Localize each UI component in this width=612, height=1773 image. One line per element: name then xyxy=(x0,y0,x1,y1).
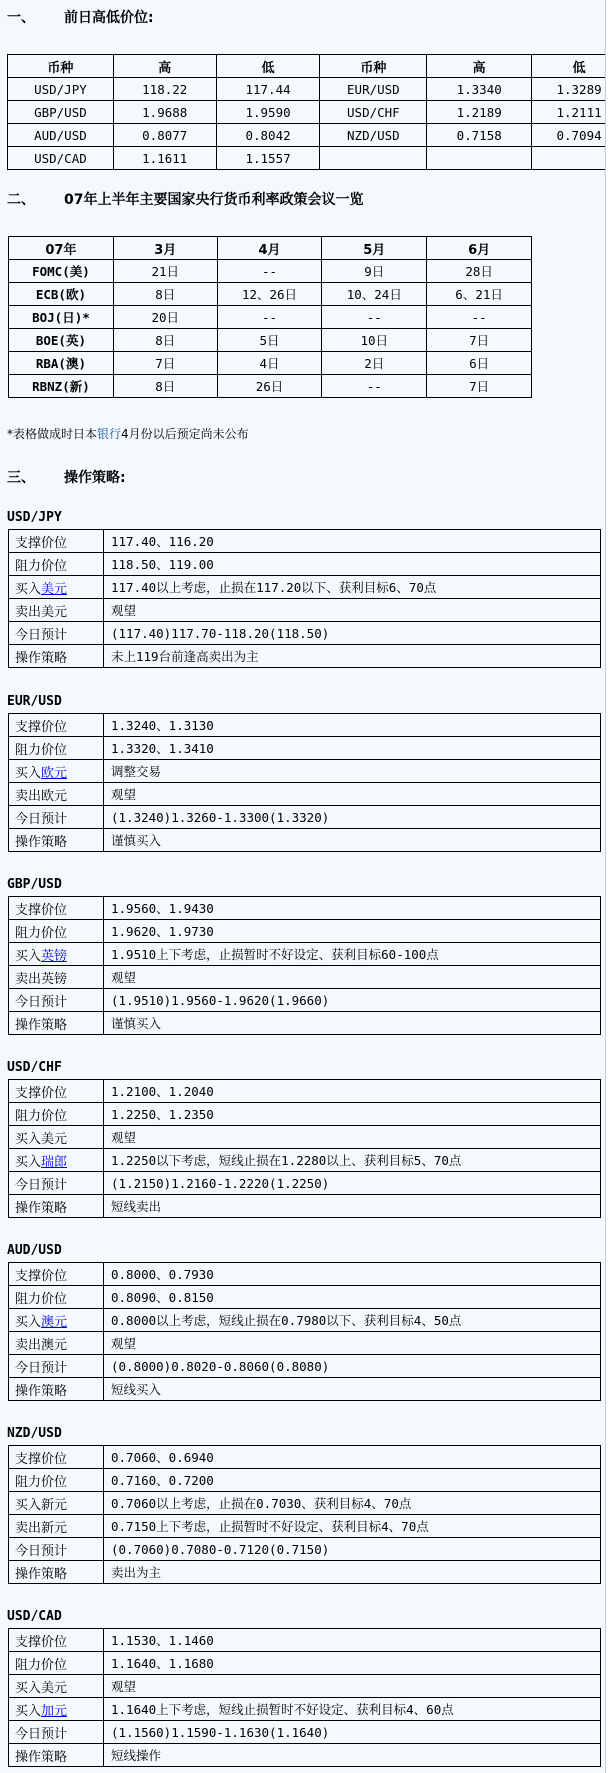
table-cell: -- xyxy=(217,260,322,283)
header-cell: 07年 xyxy=(9,237,114,260)
row-label xyxy=(9,1332,104,1355)
row-value: 观望 xyxy=(104,1126,601,1149)
table-row xyxy=(9,1446,601,1469)
row-label xyxy=(9,1492,104,1515)
table-row xyxy=(9,1744,601,1767)
table-row xyxy=(8,124,607,147)
table-cell: 1.9688 xyxy=(113,101,216,124)
table-row xyxy=(9,576,601,599)
section-title: 前日高低价位: xyxy=(64,10,154,26)
row-value: 1.2250、1.2350 xyxy=(104,1103,601,1126)
row-label-text: 买入 xyxy=(15,1154,42,1170)
table-header-row xyxy=(8,55,607,78)
table-cell: 10日 xyxy=(322,329,427,352)
section-number: 一、 xyxy=(7,10,35,26)
table-row xyxy=(9,1126,601,1149)
table-cell: 8日 xyxy=(113,329,217,352)
table-cell: 8日 xyxy=(113,283,217,306)
table-cell: 8日 xyxy=(113,375,217,398)
currency-pair-label: USD/JPY xyxy=(7,510,62,525)
table-row xyxy=(9,530,601,553)
row-value: 观望 xyxy=(104,1332,601,1355)
table-row xyxy=(9,897,601,920)
row-label-text: 操作策略 xyxy=(15,1749,68,1765)
table-row xyxy=(9,306,532,329)
table-cell: 0.7158 xyxy=(427,124,532,147)
table-cell: 5日 xyxy=(217,329,322,352)
table-cell: 2日 xyxy=(322,352,427,375)
row-label xyxy=(9,1675,104,1698)
currency-pair-label: NZD/USD xyxy=(7,1426,62,1441)
table-header-row xyxy=(9,237,532,260)
table-row xyxy=(9,1538,601,1561)
row-label-text: 阻力价位 xyxy=(15,558,68,574)
table-row xyxy=(9,1469,601,1492)
row-label-text: 今日预计 xyxy=(15,994,68,1010)
row-label xyxy=(9,622,104,645)
table-cell: 1.3289 xyxy=(532,78,606,101)
row-label-text: 买入新元 xyxy=(15,1497,68,1513)
row-label-text: 买入 xyxy=(15,1314,42,1330)
table-row xyxy=(9,352,532,375)
row-value: (0.8000)0.8020-0.8060(0.8080) xyxy=(104,1355,601,1378)
row-label xyxy=(9,966,104,989)
table-row xyxy=(9,1103,601,1126)
table-cell: 7日 xyxy=(427,375,532,398)
table-row xyxy=(9,1652,601,1675)
table-row xyxy=(9,1721,601,1744)
section-heading-1 xyxy=(7,10,154,26)
row-label xyxy=(9,1309,104,1332)
row-label-text: 卖出新元 xyxy=(15,1520,68,1536)
section-number: 三、 xyxy=(7,470,35,486)
footnote-text: *表格做成时日本 xyxy=(7,427,98,441)
row-label xyxy=(9,576,104,599)
table-row xyxy=(9,622,601,645)
table-cell: 4日 xyxy=(217,352,322,375)
row-label xyxy=(9,1012,104,1035)
table-row xyxy=(9,260,532,283)
row-value: 0.7060以上考虑，止损在0.7030、获利目标4、70点 xyxy=(104,1492,601,1515)
row-header-cell: BOE(英) xyxy=(9,329,114,352)
row-label xyxy=(9,1561,104,1584)
row-label-text: 支撑价位 xyxy=(15,535,68,551)
currency-link[interactable]: 英镑 xyxy=(41,948,68,964)
row-label-text: 支撑价位 xyxy=(15,902,68,918)
row-value: 观望 xyxy=(104,599,601,622)
row-label-text: 阻力价位 xyxy=(15,742,68,758)
row-label-text: 买入 xyxy=(15,1703,42,1719)
row-value: 0.7060、0.6940 xyxy=(104,1446,601,1469)
row-label xyxy=(9,645,104,668)
row-label xyxy=(9,1103,104,1126)
table-cell: 6、21日 xyxy=(427,283,532,306)
table-row xyxy=(9,329,532,352)
row-value: (1.2150)1.2160-1.2220(1.2250) xyxy=(104,1172,601,1195)
table-row xyxy=(9,599,601,622)
row-label-text: 买入 xyxy=(15,765,42,781)
table-row xyxy=(9,1515,601,1538)
table-cell: 0.8042 xyxy=(216,124,320,147)
row-value: (1.1560)1.1590-1.1630(1.1640) xyxy=(104,1721,601,1744)
row-header-cell: RBA(澳) xyxy=(9,352,114,375)
strategy-table xyxy=(8,1262,601,1401)
row-value: 观望 xyxy=(104,1675,601,1698)
table-cell xyxy=(532,147,606,170)
row-label xyxy=(9,920,104,943)
row-label xyxy=(9,1538,104,1561)
table-footnote xyxy=(7,425,249,442)
row-label-text: 买入美元 xyxy=(15,1680,68,1696)
table-cell: -- xyxy=(427,306,532,329)
currency-pair-label: GBP/USD xyxy=(7,877,62,892)
row-label-text: 操作策略 xyxy=(15,834,68,850)
row-label-text: 今日预计 xyxy=(15,1360,68,1376)
row-label xyxy=(9,714,104,737)
row-label-text: 操作策略 xyxy=(15,1200,68,1216)
row-label-text: 卖出欧元 xyxy=(15,788,68,804)
row-label xyxy=(9,1126,104,1149)
row-value: 观望 xyxy=(104,966,601,989)
row-label-text: 支撑价位 xyxy=(15,1085,68,1101)
table-row xyxy=(9,1629,601,1652)
table-cell: 0.7094 xyxy=(532,124,606,147)
row-label-text: 阻力价位 xyxy=(15,1657,68,1673)
table-cell xyxy=(320,147,427,170)
row-label xyxy=(9,599,104,622)
table-row xyxy=(9,1149,601,1172)
row-label-text: 支撑价位 xyxy=(15,1451,68,1467)
row-label xyxy=(9,989,104,1012)
header-cell: 4月 xyxy=(217,237,322,260)
header-cell: 低 xyxy=(216,55,320,78)
table-row xyxy=(9,1172,601,1195)
row-value: (0.7060)0.7080-0.7120(0.7150) xyxy=(104,1538,601,1561)
section-number: 二、 xyxy=(7,192,35,208)
row-label xyxy=(9,1286,104,1309)
table-cell: 10、24日 xyxy=(322,283,427,306)
row-label-text: 卖出澳元 xyxy=(15,1337,68,1353)
row-header-cell: BOJ(日)* xyxy=(9,306,114,329)
table-row xyxy=(9,1309,601,1332)
row-label-text: 卖出英镑 xyxy=(15,971,68,987)
currency-link[interactable]: 美元 xyxy=(41,581,68,597)
row-value: 谨慎买入 xyxy=(104,829,601,852)
row-label xyxy=(9,1378,104,1401)
table-row xyxy=(9,1698,601,1721)
row-label-text: 支撑价位 xyxy=(15,1634,68,1650)
row-header-cell: FOMC(美) xyxy=(9,260,114,283)
table-row xyxy=(9,829,601,852)
table-row xyxy=(9,1012,601,1035)
header-cell: 低 xyxy=(532,55,606,78)
table-cell: 9日 xyxy=(322,260,427,283)
table-row xyxy=(8,101,607,124)
header-cell: 币种 xyxy=(8,55,114,78)
table-cell: -- xyxy=(322,375,427,398)
table-row xyxy=(9,760,601,783)
row-value: 1.3240、1.3130 xyxy=(104,714,601,737)
strategy-table xyxy=(8,1628,601,1767)
row-value: 观望 xyxy=(104,783,601,806)
row-header-cell: ECB(欧) xyxy=(9,283,114,306)
table-row xyxy=(9,1378,601,1401)
row-label xyxy=(9,737,104,760)
row-label xyxy=(9,1721,104,1744)
currency-link[interactable]: 欧元 xyxy=(41,765,68,781)
table-row xyxy=(9,966,601,989)
table-row xyxy=(9,1492,601,1515)
row-label xyxy=(9,1652,104,1675)
row-label xyxy=(9,1172,104,1195)
table-row xyxy=(9,553,601,576)
row-label-text: 支撑价位 xyxy=(15,1268,68,1284)
table-row xyxy=(9,783,601,806)
table-row xyxy=(9,1561,601,1584)
table-cell: 1.9590 xyxy=(216,101,320,124)
table-cell: 12、26日 xyxy=(217,283,322,306)
table-row xyxy=(8,147,607,170)
row-value: 1.1530、1.1460 xyxy=(104,1629,601,1652)
table-row xyxy=(9,714,601,737)
table-cell: 1.2189 xyxy=(427,101,532,124)
table-row xyxy=(9,943,601,966)
row-value: 谨慎买入 xyxy=(104,1012,601,1035)
table-cell: 21日 xyxy=(113,260,217,283)
table-row xyxy=(9,1286,601,1309)
row-label xyxy=(9,1446,104,1469)
row-label xyxy=(9,553,104,576)
table-row xyxy=(9,737,601,760)
row-value: 1.9560、1.9430 xyxy=(104,897,601,920)
row-label xyxy=(9,1355,104,1378)
row-value: 1.2250以下考虑，短线止损在1.2280以上、获利目标5、70点 xyxy=(104,1149,601,1172)
row-label xyxy=(9,760,104,783)
row-value: 卖出为主 xyxy=(104,1561,601,1584)
strategy-table xyxy=(8,713,601,852)
row-label-text: 操作策略 xyxy=(15,1566,68,1582)
row-value: 0.8000以上考虑，短线止损在0.7980以下、获利目标4、50点 xyxy=(104,1309,601,1332)
currency-pair-label: AUD/USD xyxy=(7,1243,62,1258)
table-cell: 26日 xyxy=(217,375,322,398)
row-value: 短线买入 xyxy=(104,1378,601,1401)
table-cell: AUD/USD xyxy=(8,124,114,147)
row-label-text: 操作策略 xyxy=(15,650,68,666)
row-value: 117.40、116.20 xyxy=(104,530,601,553)
row-value: 1.1640、1.1680 xyxy=(104,1652,601,1675)
table-cell: 1.1557 xyxy=(216,147,320,170)
row-label-text: 买入 xyxy=(15,581,42,597)
section-title: 操作策略: xyxy=(64,470,126,486)
header-cell: 高 xyxy=(113,55,216,78)
currency-pair-label: EUR/USD xyxy=(7,694,62,709)
row-label-text: 买入美元 xyxy=(15,1131,68,1147)
row-label xyxy=(9,806,104,829)
currency-pair-label: USD/CAD xyxy=(7,1609,62,1624)
header-cell: 5月 xyxy=(322,237,427,260)
row-value: 调整交易 xyxy=(104,760,601,783)
currency-link[interactable]: 加元 xyxy=(41,1703,68,1719)
footnote-text: 4月份以后预定尚未公布 xyxy=(121,427,249,441)
row-label xyxy=(9,1195,104,1218)
table-cell: 7日 xyxy=(113,352,217,375)
section-title: 07年上半年主要国家央行货币利率政策会议一览 xyxy=(64,192,364,208)
strategy-table xyxy=(8,529,601,668)
table-cell: 0.8077 xyxy=(113,124,216,147)
header-cell: 币种 xyxy=(320,55,427,78)
row-label xyxy=(9,1149,104,1172)
table-cell: NZD/USD xyxy=(320,124,427,147)
row-value: 0.7160、0.7200 xyxy=(104,1469,601,1492)
table-cell: 117.44 xyxy=(216,78,320,101)
table-cell: -- xyxy=(217,306,322,329)
table-row xyxy=(9,283,532,306)
row-label-text: 买入 xyxy=(15,948,42,964)
row-label-text: 阻力价位 xyxy=(15,1474,68,1490)
row-label-text: 阻力价位 xyxy=(15,1291,68,1307)
row-label-text: 卖出美元 xyxy=(15,604,68,620)
row-value: 118.50、119.00 xyxy=(104,553,601,576)
row-label xyxy=(9,783,104,806)
row-label xyxy=(9,1080,104,1103)
table-cell: 7日 xyxy=(427,329,532,352)
row-value: 未上119台前逢高卖出为主 xyxy=(104,645,601,668)
row-label xyxy=(9,1263,104,1286)
table-cell: USD/JPY xyxy=(8,78,114,101)
header-cell: 6月 xyxy=(427,237,532,260)
previous-day-high-low-table xyxy=(7,54,606,170)
table-row xyxy=(9,1263,601,1286)
row-label-text: 支撑价位 xyxy=(15,719,68,735)
strategy-table xyxy=(8,1079,601,1218)
table-row xyxy=(9,645,601,668)
row-label xyxy=(9,897,104,920)
row-label-text: 今日预计 xyxy=(15,1177,68,1193)
row-label-text: 操作策略 xyxy=(15,1017,68,1033)
row-label xyxy=(9,1698,104,1721)
row-value: 1.9510上下考虑，止损暂时不好设定、获利目标60-100点 xyxy=(104,943,601,966)
row-value: 0.8090、0.8150 xyxy=(104,1286,601,1309)
row-label-text: 操作策略 xyxy=(15,1383,68,1399)
table-row xyxy=(9,375,532,398)
header-cell: 3月 xyxy=(113,237,217,260)
bank-link[interactable]: 银行 xyxy=(97,427,122,441)
table-cell: 28日 xyxy=(427,260,532,283)
table-cell: GBP/USD xyxy=(8,101,114,124)
table-cell: 20日 xyxy=(113,306,217,329)
row-value: (1.3240)1.3260-1.3300(1.3320) xyxy=(104,806,601,829)
currency-link[interactable]: 瑞郎 xyxy=(41,1154,68,1170)
table-row xyxy=(9,989,601,1012)
table-row xyxy=(9,920,601,943)
row-label-text: 今日预计 xyxy=(15,1543,68,1559)
section-heading-2 xyxy=(7,192,363,208)
row-label-text: 今日预计 xyxy=(15,627,68,643)
row-label xyxy=(9,1744,104,1767)
table-cell: USD/CHF xyxy=(320,101,427,124)
table-row xyxy=(9,806,601,829)
row-value: 1.3320、1.3410 xyxy=(104,737,601,760)
row-value: 1.2100、1.2040 xyxy=(104,1080,601,1103)
row-label xyxy=(9,1469,104,1492)
row-label xyxy=(9,530,104,553)
table-cell: 118.22 xyxy=(113,78,216,101)
row-value: 短线操作 xyxy=(104,1744,601,1767)
header-cell: 高 xyxy=(427,55,532,78)
strategy-table xyxy=(8,896,601,1035)
row-header-cell: RBNZ(新) xyxy=(9,375,114,398)
central-bank-meeting-table xyxy=(8,236,532,398)
row-label xyxy=(9,1515,104,1538)
row-value: 117.40以上考虑，止损在117.20以下、获利目标6、70点 xyxy=(104,576,601,599)
table-cell: 6日 xyxy=(427,352,532,375)
row-label-text: 今日预计 xyxy=(15,811,68,827)
table-row xyxy=(9,1332,601,1355)
row-label-text: 阻力价位 xyxy=(15,1108,68,1124)
table-cell: 1.1611 xyxy=(113,147,216,170)
row-label-text: 今日预计 xyxy=(15,1726,68,1742)
table-row xyxy=(9,1195,601,1218)
row-value: 0.7150上下考虑，止损暂时不好设定、获利目标4、70点 xyxy=(104,1515,601,1538)
table-cell: 1.3340 xyxy=(427,78,532,101)
row-label-text: 阻力价位 xyxy=(15,925,68,941)
currency-pair-label: USD/CHF xyxy=(7,1060,62,1075)
section-heading-3 xyxy=(7,470,126,486)
table-row xyxy=(9,1355,601,1378)
table-row xyxy=(9,1675,601,1698)
table-cell: 1.2111 xyxy=(532,101,606,124)
table-cell: EUR/USD xyxy=(320,78,427,101)
row-value: 1.1640上下考虑，短线止损暂时不好设定、获利目标4、60点 xyxy=(104,1698,601,1721)
table-cell xyxy=(427,147,532,170)
table-cell: -- xyxy=(322,306,427,329)
row-value: 1.9620、1.9730 xyxy=(104,920,601,943)
row-label xyxy=(9,829,104,852)
row-value: 0.8000、0.7930 xyxy=(104,1263,601,1286)
table-row xyxy=(9,1080,601,1103)
row-value: 短线卖出 xyxy=(104,1195,601,1218)
row-value: (1.9510)1.9560-1.9620(1.9660) xyxy=(104,989,601,1012)
table-row xyxy=(8,78,607,101)
row-label xyxy=(9,943,104,966)
currency-link[interactable]: 澳元 xyxy=(41,1314,68,1330)
row-label xyxy=(9,1629,104,1652)
strategy-table xyxy=(8,1445,601,1584)
table-cell: USD/CAD xyxy=(8,147,114,170)
row-value: (117.40)117.70-118.20(118.50) xyxy=(104,622,601,645)
